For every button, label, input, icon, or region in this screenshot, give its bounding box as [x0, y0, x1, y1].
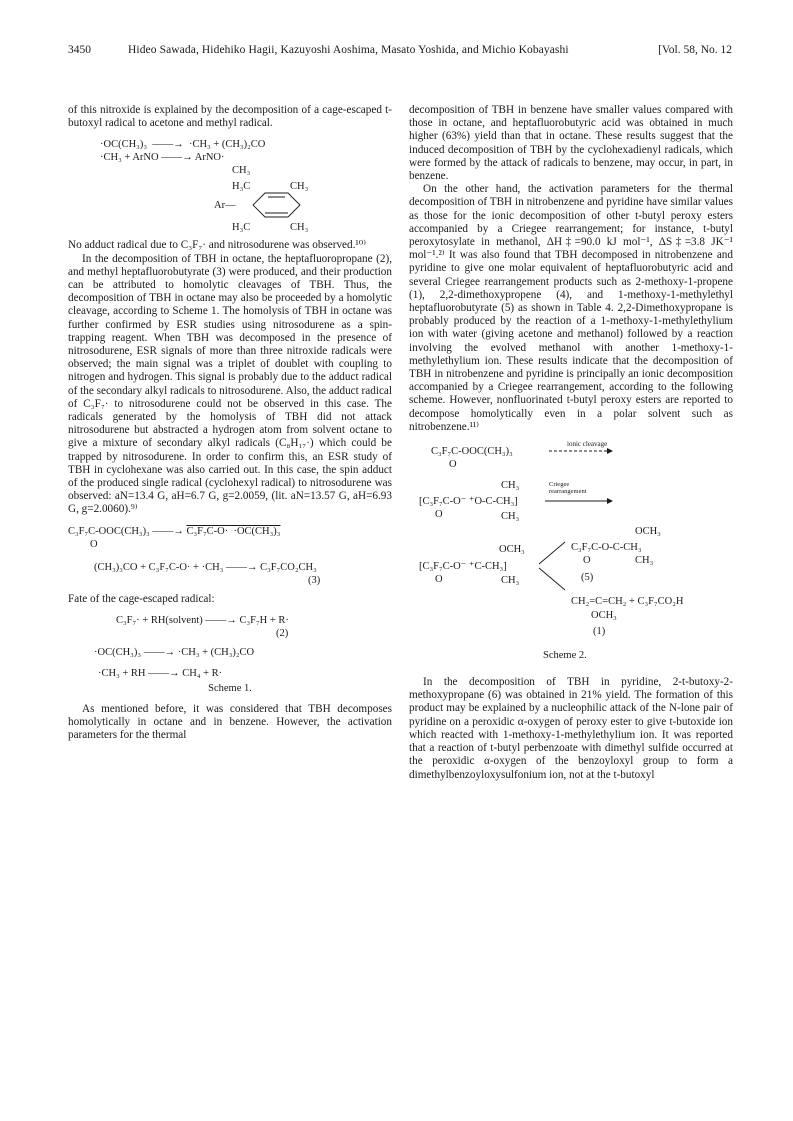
carbonyl-oxygen: O — [435, 574, 443, 586]
equation-block — [100, 138, 392, 177]
substituent: OCH₃ — [591, 610, 617, 622]
equation: (CH₃)₃CO + C₃F₇C-O· + ·CH₃ ——→ C₃F₇CO₂CH₃ — [94, 561, 317, 573]
structure-label: CH₃ — [290, 222, 309, 234]
scheme-caption: Scheme 1. — [208, 682, 252, 694]
reactant-formula: C₃F₇C-OOC(CH₃)₃ — [431, 446, 513, 458]
substituent: CH₃ — [501, 511, 520, 523]
scheme-2-diagram — [409, 440, 733, 670]
equation-substituent: CH₃ — [232, 165, 251, 177]
arrowhead — [607, 498, 613, 504]
product-formula: CH₂=C=CH₂ + C₃F₇CO₂H — [571, 596, 684, 608]
substituent: OCH₃ — [635, 526, 661, 538]
compound-label: (3) — [308, 574, 321, 586]
branch-arrow-up — [539, 542, 565, 564]
paragraph: decomposition of TBH in benzene have smaller values compared with those in octane, and heptafluorobutyric acid was obtained in much higher (63%) yield than that in octane. These results suggest that the induced decomposition of TBH by the cyclohexadienyl radicals, which were formed by the attack of radicals to benzene, may occur, in part, in benzene. — [409, 104, 733, 183]
structure-label: Ar— — [214, 200, 236, 212]
paragraph: In the decomposition of TBH in pyridine, 2-t-butoxy-2-methoxypropane (6) was obtained in 21% yield. The formation of this product may be explained by a nucleophilic attack of the N-lone pair of pyridine on a peroxidic α-oxygen of peroxy ester to give t-butoxide ion which reacted with 1-methoxy-1-methylethylium ion. It was reported that a reaction of t-butyl perbenzoate with dimethyl sulfide occurred at the peroxidic α-oxygen of the benzoyloxyl group to form a dimethylbenzoyloxysulfonium ion, not at the t-butoxyl — [409, 676, 733, 781]
equation: ·CH₃ + ArNO ——→ ArNO· — [100, 152, 225, 164]
carbonyl-oxygen: O — [90, 538, 98, 550]
nitroxide-structure — [68, 177, 392, 235]
arrow-label: Criegee — [549, 481, 570, 489]
arrowhead — [607, 448, 613, 454]
equation: ·OC(CH₃)₃ ——→ ·CH₃ + (CH₃)₂CO — [94, 646, 255, 658]
equation: ·OC(CH₃)₃ ——→ ·CH₃ + (CH₃)₂CO — [100, 139, 266, 151]
intermediate-formula: [C₃F₇C-O⁻ ⁺O-C-CH₃] — [419, 496, 518, 508]
paragraph: As mentioned before, it was considered that TBH decomposes homolytically in octane and in benzene. However, the activation parameters for the thermal — [68, 703, 392, 742]
paragraph: of this nitroxide is explained by the decomposition of a cage-escaped t-butoxyl radical to acetone and methyl radical. — [68, 104, 392, 130]
branch-arrow-down — [539, 568, 565, 590]
substituent: CH₃ — [501, 575, 520, 587]
structure-label: CH₃ — [290, 181, 309, 193]
page-number: 3450 — [68, 44, 91, 56]
paragraph: Fate of the cage-escaped radical: — [68, 592, 215, 605]
substituent: CH₃ — [501, 480, 520, 492]
running-header — [68, 44, 732, 60]
intermediate-formula: [C₃F₇C-O⁻ ⁺C-CH₃] — [419, 561, 507, 573]
product-formula: C₃F₇C-O-C-CH₃ — [571, 542, 642, 554]
compound-label: (2) — [276, 627, 289, 639]
scheme-1-continued — [94, 614, 392, 680]
carbonyl-oxygen: O — [435, 509, 443, 521]
paragraph: No adduct radical due to C₃F₇· and nitrosodurene was observed.¹⁰⁾ — [68, 239, 366, 252]
carbonyl-oxygen: O — [449, 459, 457, 471]
volume-info: [Vol. 58, No. 12 — [658, 44, 732, 56]
equation: ·CH₃ + RH ——→ CH₄ + R· — [98, 667, 223, 679]
scheme-caption: Scheme 2. — [543, 650, 587, 662]
carbonyl-oxygen: O — [583, 555, 591, 567]
arrow-label: ionic cleavage — [567, 440, 608, 449]
scheme-1 — [68, 525, 392, 587]
substituent: CH₃ — [635, 555, 654, 567]
equation-part: C₃F₇C-O· ·OC(CH₃)₃ — [186, 525, 281, 537]
equation-part: C₃F₇C-OOC(CH₃)₃ ——→ — [68, 525, 184, 537]
arrow-label: rearrangement — [549, 488, 587, 496]
structure-label: H₃C — [232, 222, 251, 234]
structure-label: H₃C — [232, 181, 251, 193]
equation: C₃F₇· + RH(solvent) ——→ C₃F₇H + R· — [116, 614, 289, 626]
right-column — [409, 104, 733, 782]
substituent: OCH₃ — [499, 544, 525, 556]
compound-label: (1) — [593, 626, 606, 638]
compound-label: (5) — [581, 572, 594, 584]
equation — [68, 525, 392, 538]
author-list: Hideo Sawada, Hidehiko Hagii, Kazuyoshi Aoshima, Masato Yoshida, and Michio Kobayashi — [128, 44, 569, 56]
left-column — [68, 104, 392, 743]
paragraph: In the decomposition of TBH in octane, the heptafluoropropane (2), and methyl heptafluorobutyrate (3) were produced, and their production can be attributed to homolytic cleavages of TBH. Thus, the decomposition of TBH in octane may also be proceeded by a homolytic cleavage, according to Scheme 1. The homolysis of TBH in octane was further confirmed by ESR studies using nitrosodurene as a spin-trapping reagent. When TBH was decomposed in the presence of nitrosodurene, ESR signals of more than three nitroxide radicals were observed; the main signal was a triplet of doublet with coupling to nitrogen and hydrogen. This signal is probably due to the adduct radical of the secondary alkyl radicals to nitrosodurene. Also, the adduct radical of C₃F₇· to nitrosodurene could not be observed in this case. The radicals generated by the homolysis of TBH did not attack nitrosodurene but abstracted a hydrogen atom from solvent octane to give a mixture of secondary alkyl radicals (C₈H₁₇·) which could be trapped by nitrosodurene. In order to confirm this, an ESR study of TBH in cyclohexane was also carried out. In this case, the spin adduct of the produced single radical (cyclohexyl radical) to nitrosodurene was observed: aN=13.4 G, aH=6.7 G, g=2.0059, (lit. aN=13.57 G, aH=6.93 G, g=2.0060).⁹⁾ — [68, 252, 392, 516]
paragraph: On the other hand, the activation parameters for the thermal decomposition of TBH in nitrobenzene and pyridine have similar values as those for the ionic decomposition of other t-butyl peroxy esters accompanied by a Criegee rearrangement; for instance, t-butyl peroxytosylate in methanol, ΔH‡=90.0 kJ mol⁻¹, ΔS‡=3.8 JK⁻¹ mol⁻¹.²⁾ It was also found that TBH decomposed in nitrobenzene and pyridine to give one molar equivalent of heptafluorobutyric acid and several Criegee rearrangement products such as 2-methoxy-1-propene (1), 2,2-dimethoxypropene (4), and 1-methoxy-1-methylethyl heptafluorobutyrate (5) as shown in Table 4. 2,2-Dimethoxypropane is probably produced by the reaction of a 1-methoxy-1-methylethylium ion with water (giving acetone and methanol) followed by a reaction involving the evolved methanol with another 1-methoxy-1-methylethylium ion. These results indicate that the decomposition of TBH in nitrobenzene and pyridine is principally an ionic decomposition accompanied by a Criegee rearrangement, according to the following scheme. However, nonfluorinated t-butyl peroxy esters are reported to decompose homolytically even in a polar solvent such as nitrobenzene.¹¹⁾ — [409, 183, 733, 433]
